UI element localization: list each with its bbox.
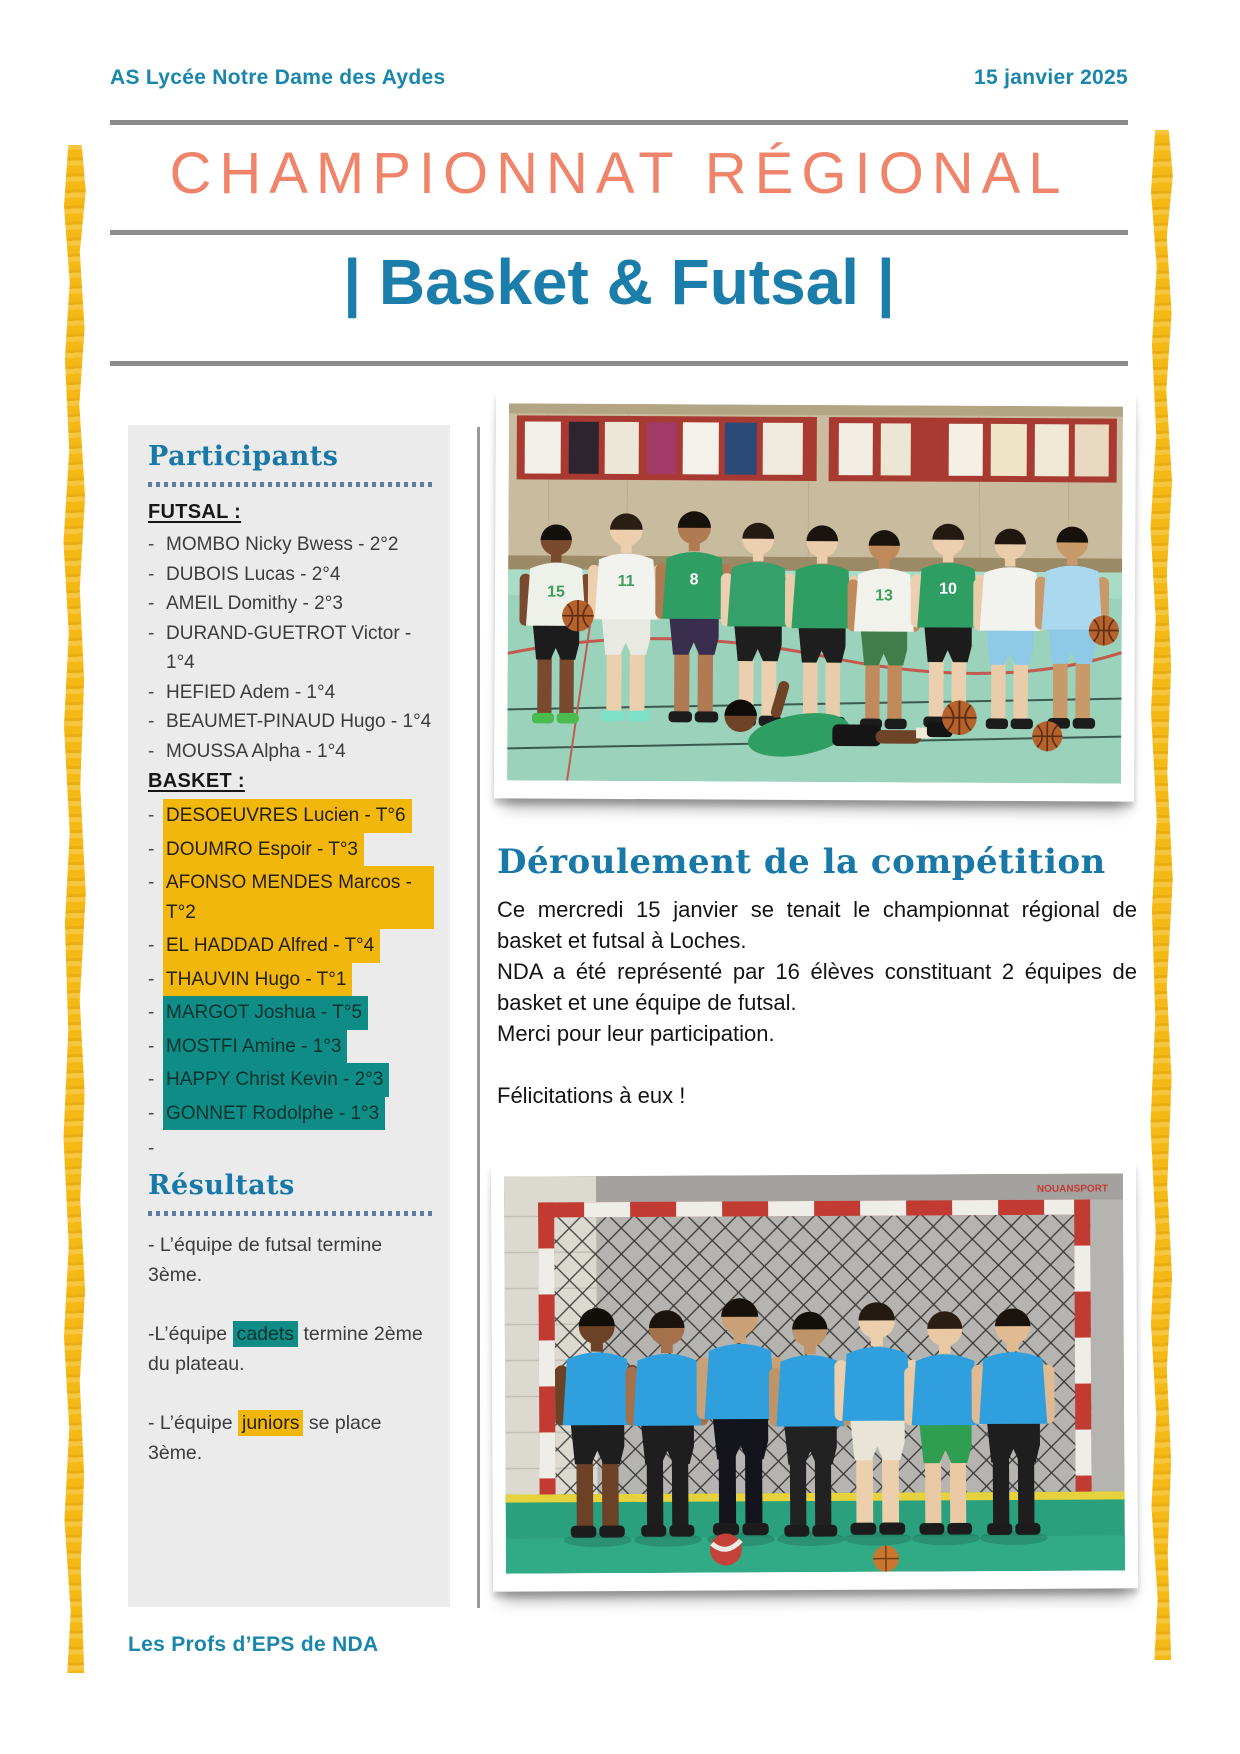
list-bullet: - [148,1035,155,1057]
player-name-highlighted: MARGOT Joshua - T°5 [163,996,368,1030]
result-item: - L’équipe juniors se place 3ème. [148,1411,382,1464]
player-name: DUBOIS Lucas - 2°4 [166,563,341,585]
jersey-number: 13 [875,587,893,605]
list-bullet: - [148,872,155,893]
player-item [148,737,434,767]
list-bullet: - [148,534,155,555]
basket-label: BASKET : [148,770,245,792]
list-bullet: - [148,711,155,732]
result-highlight: juniors [238,1410,303,1436]
jersey-number: 10 [939,580,957,598]
list-bullet: - [148,1002,155,1023]
list-bullet: - [148,935,155,956]
article-text [497,894,1137,1111]
result-highlight: cadets [233,1321,298,1347]
player-item [148,1097,434,1131]
list-bullet: - [148,593,155,614]
player-item [148,866,434,929]
divider-bottom [110,361,1128,366]
player-item [148,929,434,963]
player-item [148,560,434,590]
paragraph: NDA a été représenté par 16 élèves constituant 2 équipes de basket et une équipe de futsal. [497,959,1137,1015]
paragraph: Ce mercredi 15 janvier se tenait le championnat régional de basket et futsal à Loches. [497,897,1137,953]
player-name-highlighted: AFONSO MENDES Marcos - T°2 [163,866,434,929]
result-item: -L’équipe cadets termine 2ème du plateau. [148,1322,423,1375]
player-name-highlighted: HAPPY Christ Kevin - 2°3 [163,1063,389,1097]
list-bullet: - [148,805,155,826]
empty-bullet: - [148,1138,155,1159]
player-item [148,619,434,678]
decorative-stripe-left [63,145,87,1673]
player-item [148,833,434,867]
paragraph: Félicitations à eux ! [497,1083,686,1108]
player-name: HEFIED Adem - 1°4 [166,681,336,703]
basket-player-list [148,799,434,1130]
futsal-ball [710,1533,742,1565]
decorative-stripe-right [1150,130,1174,1660]
participants-panel [128,425,450,1607]
list-bullet: - [148,1102,155,1124]
participants-heading: Participants [148,441,339,472]
result-item: - L’équipe de futsal termine 3ème. [148,1233,383,1286]
player-item [148,589,434,619]
player-name: MOUSSA Alpha - 1°4 [166,740,346,762]
list-bullet: - [148,740,155,762]
page-subtitle: | Basket & Futsal | [343,246,895,318]
list-bullet: - [148,838,155,860]
results-list [148,1230,434,1468]
goal-brand-label: NOUANSPORT [1036,1183,1109,1195]
dotted-separator [148,482,434,487]
player-name: DURAND-GUETROT Victor - 1°4 [166,622,412,673]
futsal-player-list [148,530,434,766]
paragraph: Merci pour leur participation. [497,1021,775,1046]
jersey-number: 11 [617,572,635,591]
section-heading: Déroulement de la compétition [497,842,1106,882]
player-name-highlighted: EL HADDAD Alfred - T°4 [163,929,380,963]
divider-top [110,120,1128,125]
futsal-team-illustration [504,1173,1125,1573]
ball [873,1546,899,1572]
player-name: MOMBO Nicky Bwess - 2°2 [166,534,399,555]
player-name-highlighted: GONNET Rodolphe - 1°3 [163,1097,385,1131]
issue-date: 15 janvier 2025 [974,66,1128,89]
player-name-highlighted: MOSTFI Amine - 1°3 [163,1030,347,1064]
school-name: AS Lycée Notre Dame des Aydes [110,66,446,89]
list-bullet: - [148,968,155,990]
list-bullet: - [148,622,155,644]
list-bullet: - [148,563,155,585]
player-name-highlighted: THAUVIN Hugo - T°1 [163,963,352,997]
player-item [148,996,434,1030]
footer-signature: Les Profs d’EPS de NDA [128,1633,379,1656]
player-name: AMEIL Domithy - 2°3 [166,593,343,614]
player-name: BEAUMET-PINAUD Hugo - 1°4 [166,711,432,732]
list-bullet: - [148,1069,155,1090]
futsal-label: FUTSAL : [148,501,242,523]
column-divider [477,427,480,1608]
page-title: CHAMPIONNAT RÉGIONAL [169,141,1069,206]
player-item [148,799,434,833]
jersey-number: 15 [547,583,565,601]
player-item [148,678,434,708]
resultats-heading: Résultats [148,1169,295,1201]
player-item [148,1030,434,1064]
player-item [148,963,434,997]
photo-futsal-team [491,1160,1138,1591]
basket-team-illustration [507,403,1123,783]
dotted-separator [148,1211,434,1216]
player-name-highlighted: DESOEUVRES Lucien - T°6 [163,799,412,833]
player-item [148,1063,434,1097]
player-item [148,530,434,560]
jersey-number: 8 [689,571,699,589]
player-name-highlighted: DOUMRO Espoir - T°3 [163,833,364,867]
player-item [148,707,434,737]
photo-basket-team [494,390,1136,801]
list-bullet: - [148,681,155,703]
